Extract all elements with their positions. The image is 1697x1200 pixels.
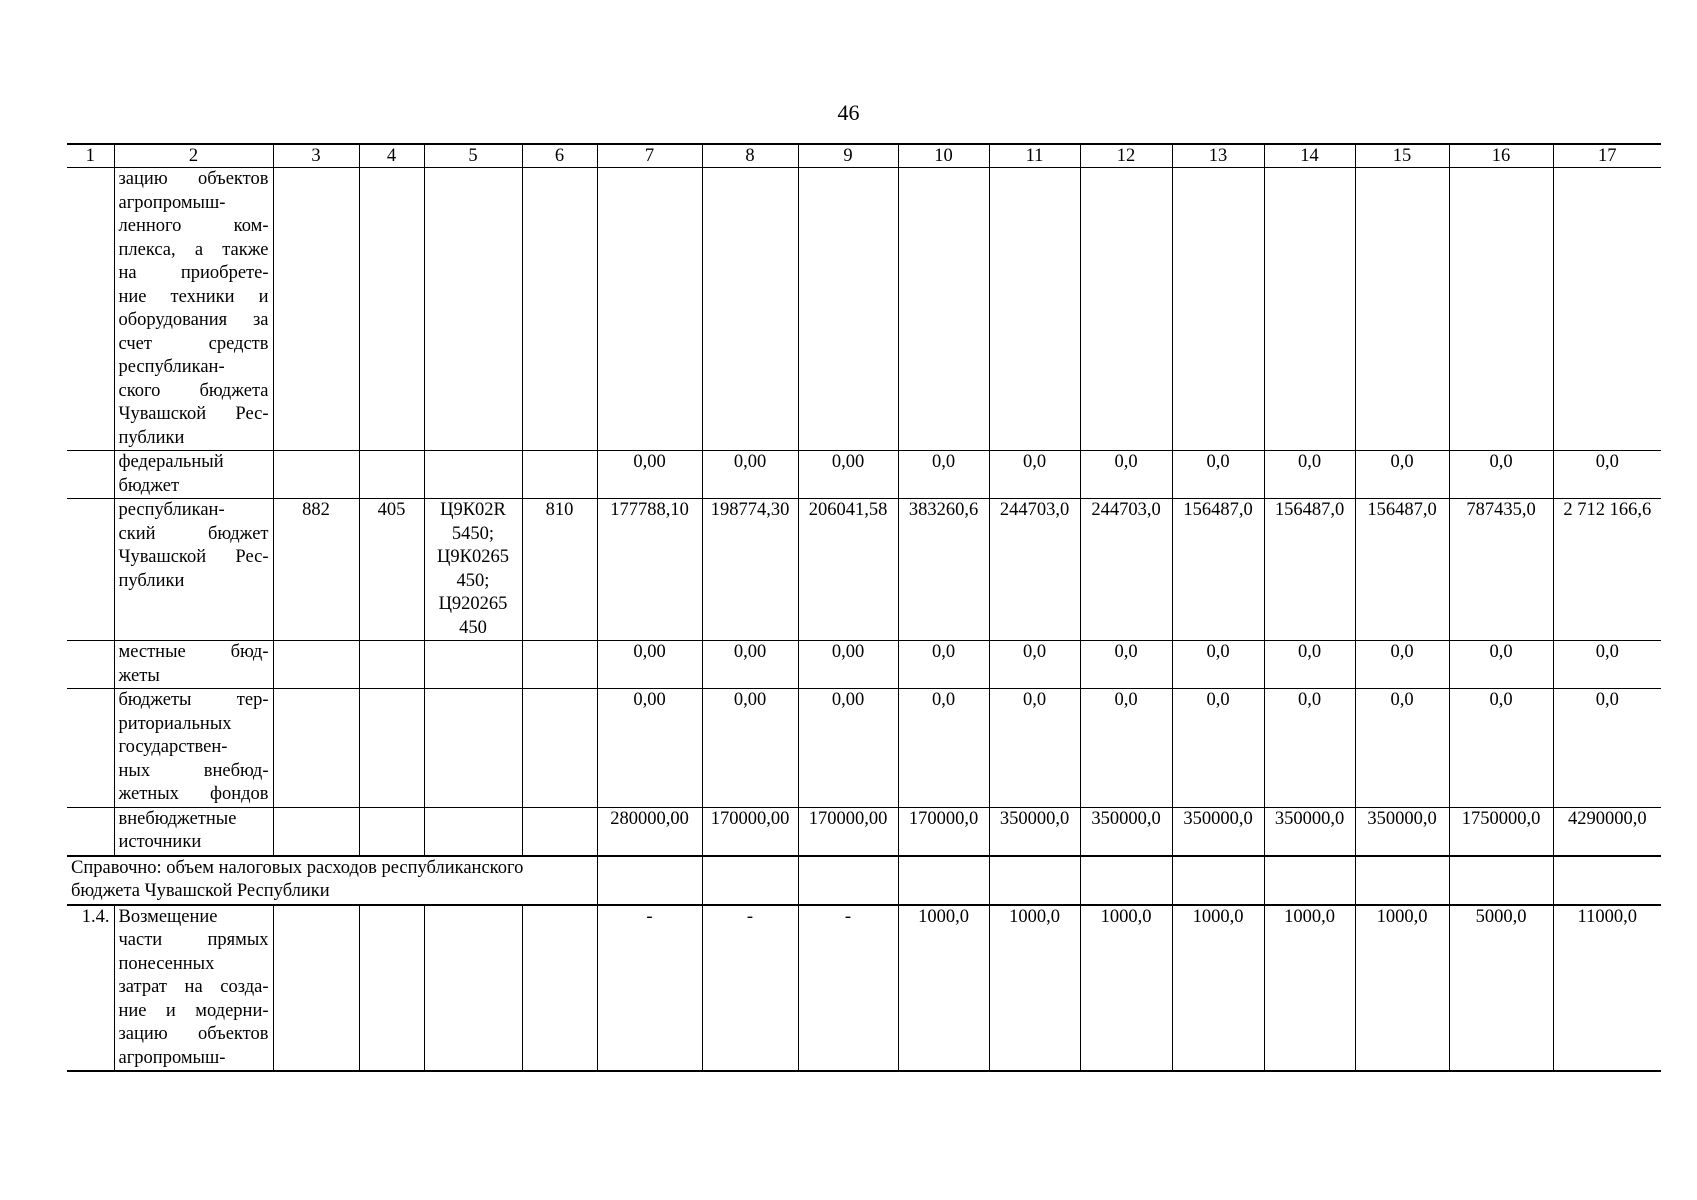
description-line: плекса, а также <box>118 239 269 260</box>
budget-table <box>67 143 1661 1072</box>
value-cell: - <box>702 905 798 1072</box>
description-cell <box>114 807 273 856</box>
value-cell: 170000,00 <box>702 807 798 856</box>
empty-cell <box>702 856 798 905</box>
admin-code-cell <box>273 168 359 451</box>
value-cell: 156487,0 <box>1172 499 1264 641</box>
description-line: ных внебюд- <box>118 760 269 781</box>
value-cell: 350000,0 <box>989 807 1080 856</box>
empty-cell <box>898 856 989 905</box>
value-cell: 0,0 <box>1264 451 1355 499</box>
value-cell: 0,00 <box>597 641 702 689</box>
value-cell: 1000,0 <box>1355 905 1449 1072</box>
empty-cell <box>1264 856 1355 905</box>
header-cell: 5 <box>424 144 522 168</box>
empty-cell <box>424 905 522 1072</box>
value-cell: 350000,0 <box>1172 807 1264 856</box>
description-line: затрат на созда- <box>118 977 269 997</box>
value-cell: 1000,0 <box>1080 905 1172 1072</box>
value-cell: 280000,00 <box>597 807 702 856</box>
value-cell: 0,0 <box>989 641 1080 689</box>
number-cell <box>67 168 114 451</box>
reference-text-cell <box>67 856 597 905</box>
description-line: понесенных <box>118 953 215 974</box>
value-cell <box>798 168 898 451</box>
description-line: жетных фондов <box>118 784 269 804</box>
section-code-cell <box>359 689 424 808</box>
value-cell <box>1355 168 1449 451</box>
section-code-cell <box>359 807 424 856</box>
value-cell: 156487,0 <box>1355 499 1449 641</box>
description-cell <box>114 499 273 641</box>
header-cell: 13 <box>1172 144 1264 168</box>
reference-line: Справочно: объем налоговых расходов республиканского <box>71 857 524 878</box>
table-row <box>67 499 1661 641</box>
header-cell: 3 <box>273 144 359 168</box>
description-line: республикан- <box>118 500 225 520</box>
description-line: ский бюджет <box>118 523 269 544</box>
admin-code-cell <box>273 641 359 689</box>
header-cell: 14 <box>1264 144 1355 168</box>
value-cell: 11000,0 <box>1553 905 1661 1072</box>
expense-type-cell <box>522 689 597 808</box>
value-cell <box>1264 168 1355 451</box>
value-cell: 0,00 <box>798 641 898 689</box>
description-line: агропромыш- <box>118 192 226 213</box>
empty-cell <box>359 905 424 1072</box>
expense-type-cell <box>522 168 597 451</box>
value-cell: 0,0 <box>1355 451 1449 499</box>
empty-cell <box>597 856 702 905</box>
admin-code-cell: 882 <box>273 499 359 641</box>
description-line: счет средств <box>118 333 269 354</box>
description-line: федеральный <box>118 452 224 472</box>
value-cell: 350000,0 <box>1080 807 1172 856</box>
header-cell: 1 <box>67 144 114 168</box>
value-cell: 1000,0 <box>1264 905 1355 1072</box>
number-cell <box>67 807 114 856</box>
value-cell <box>1449 168 1553 451</box>
value-cell: 170000,0 <box>898 807 989 856</box>
table-row <box>67 451 1661 499</box>
target-code-cell <box>424 807 522 856</box>
target-code-cell <box>424 168 522 451</box>
description-line: публики <box>118 570 185 591</box>
number-cell <box>67 641 114 689</box>
value-cell <box>1553 168 1661 451</box>
value-cell: 0,00 <box>702 689 798 808</box>
value-cell: 0,0 <box>1553 689 1661 808</box>
header-cell: 2 <box>114 144 273 168</box>
value-cell: 350000,0 <box>1264 807 1355 856</box>
value-cell: 170000,00 <box>798 807 898 856</box>
value-cell <box>1080 168 1172 451</box>
value-cell: 0,00 <box>798 451 898 499</box>
description-line: источники <box>118 832 202 852</box>
admin-code-cell <box>273 689 359 808</box>
description-line: зацию объектов <box>118 1024 269 1044</box>
header-cell: 15 <box>1355 144 1449 168</box>
description-cell <box>114 905 273 1072</box>
empty-cell <box>989 856 1080 905</box>
value-cell: 198774,30 <box>702 499 798 641</box>
description-line: ленного ком- <box>118 216 269 236</box>
value-cell: 0,00 <box>702 641 798 689</box>
value-cell: 0,0 <box>898 451 989 499</box>
value-cell: 0,0 <box>1553 641 1661 689</box>
value-cell: 0,0 <box>1172 641 1264 689</box>
value-cell <box>597 168 702 451</box>
value-cell: 1000,0 <box>898 905 989 1072</box>
value-cell: 0,00 <box>702 451 798 499</box>
description-line: жеты <box>118 665 160 686</box>
value-cell: 0,0 <box>1080 451 1172 499</box>
description-line: риториальных <box>118 713 232 734</box>
header-cell: 9 <box>798 144 898 168</box>
admin-code-cell <box>273 451 359 499</box>
description-line: агропромыш- <box>118 1047 226 1068</box>
description-line: Чувашской Рес- <box>118 404 269 424</box>
value-cell: 0,0 <box>1355 689 1449 808</box>
value-cell: 350000,0 <box>1355 807 1449 856</box>
description-line: зацию объектов <box>118 169 269 189</box>
description-cell <box>114 451 273 499</box>
description-line: ние техники и <box>118 286 269 307</box>
value-cell: 0,0 <box>1355 641 1449 689</box>
section-code-cell <box>359 451 424 499</box>
target-code-line: Ц9К02R <box>440 500 506 520</box>
description-line: Чувашской Рес- <box>118 547 269 567</box>
target-code-cell <box>424 499 522 641</box>
value-cell: 787435,0 <box>1449 499 1553 641</box>
header-cell: 6 <box>522 144 597 168</box>
target-code-line: Ц9К0265 <box>437 547 509 567</box>
header-cell: 16 <box>1449 144 1553 168</box>
expense-type-cell: 810 <box>522 499 597 641</box>
target-code-line: Ц920265 <box>438 594 508 614</box>
value-cell: 0,0 <box>1449 689 1553 808</box>
empty-cell <box>798 856 898 905</box>
description-line: бюджеты тер- <box>118 690 269 710</box>
section-code-cell <box>359 168 424 451</box>
expense-type-cell <box>522 641 597 689</box>
empty-cell <box>1080 856 1172 905</box>
target-code-line: 450; <box>456 570 490 591</box>
reference-row <box>67 856 1661 905</box>
value-cell: 0,0 <box>1264 689 1355 808</box>
section-code-cell <box>359 641 424 689</box>
admin-code-cell <box>273 807 359 856</box>
header-cell: 8 <box>702 144 798 168</box>
value-cell: 1000,0 <box>1172 905 1264 1072</box>
description-line: на приобрете- <box>118 263 269 283</box>
expense-type-cell <box>522 451 597 499</box>
value-cell: 244703,0 <box>989 499 1080 641</box>
page-number: 46 <box>837 100 860 125</box>
header-row <box>67 144 1661 168</box>
description-line: бюджет <box>118 475 180 496</box>
value-cell: 177788,10 <box>597 499 702 641</box>
reference-line: бюджета Чувашской Республики <box>71 881 330 901</box>
value-cell: - <box>798 905 898 1072</box>
value-cell: 0,00 <box>597 451 702 499</box>
item-number-cell: 1.4. <box>67 905 114 1072</box>
value-cell: 0,0 <box>1172 451 1264 499</box>
description-line: публики <box>118 427 185 448</box>
section-code-cell: 405 <box>359 499 424 641</box>
value-cell: 206041,58 <box>798 499 898 641</box>
description-cell <box>114 689 273 808</box>
header-cell: 10 <box>898 144 989 168</box>
target-code-cell <box>424 641 522 689</box>
value-cell: 0,0 <box>1449 641 1553 689</box>
value-cell: - <box>597 905 702 1072</box>
item-row <box>67 905 1661 1072</box>
expense-type-cell <box>522 807 597 856</box>
number-cell <box>67 499 114 641</box>
description-line: ского бюджета <box>118 380 269 401</box>
target-code-line: 5450; <box>451 523 495 544</box>
table-row <box>67 168 1661 451</box>
description-line: оборудования за <box>118 310 269 330</box>
description-line: местные бюд- <box>118 642 269 662</box>
target-code-line: 450 <box>459 617 487 638</box>
table-row <box>67 689 1661 808</box>
value-cell: 0,0 <box>1080 641 1172 689</box>
value-cell: 156487,0 <box>1264 499 1355 641</box>
empty-cell <box>522 905 597 1072</box>
value-cell <box>1172 168 1264 451</box>
description-line: внебюджетные <box>118 808 237 829</box>
empty-cell <box>1553 856 1661 905</box>
value-cell: 0,0 <box>1449 451 1553 499</box>
value-cell: 1000,0 <box>989 905 1080 1072</box>
value-cell: 0,00 <box>597 689 702 808</box>
value-cell <box>989 168 1080 451</box>
header-cell: 17 <box>1553 144 1661 168</box>
value-cell <box>702 168 798 451</box>
table-row <box>67 807 1661 856</box>
empty-cell <box>1355 856 1449 905</box>
value-cell: 0,0 <box>1264 641 1355 689</box>
value-cell: 1750000,0 <box>1449 807 1553 856</box>
value-cell: 0,00 <box>798 689 898 808</box>
header-cell: 11 <box>989 144 1080 168</box>
target-code-cell <box>424 689 522 808</box>
value-cell: 2 712 166,6 <box>1553 499 1661 641</box>
description-line: республикан- <box>118 357 225 377</box>
value-cell: 0,0 <box>1080 689 1172 808</box>
table-row <box>67 641 1661 689</box>
empty-cell <box>1449 856 1553 905</box>
value-cell: 0,0 <box>898 641 989 689</box>
value-cell: 244703,0 <box>1080 499 1172 641</box>
value-cell: 0,0 <box>1553 451 1661 499</box>
description-cell <box>114 641 273 689</box>
empty-cell <box>1172 856 1264 905</box>
header-cell: 7 <box>597 144 702 168</box>
target-code-cell <box>424 451 522 499</box>
header-cell: 4 <box>359 144 424 168</box>
value-cell: 4290000,0 <box>1553 807 1661 856</box>
value-cell: 0,0 <box>989 689 1080 808</box>
description-line: части прямых <box>118 930 269 950</box>
value-cell <box>898 168 989 451</box>
value-cell: 0,0 <box>989 451 1080 499</box>
header-cell: 12 <box>1080 144 1172 168</box>
value-cell: 383260,6 <box>898 499 989 641</box>
empty-cell <box>273 905 359 1072</box>
description-line: ние и модерни- <box>118 1000 269 1021</box>
value-cell: 0,0 <box>898 689 989 808</box>
number-cell <box>67 689 114 808</box>
description-line: государствен- <box>118 737 228 757</box>
description-line: Возмещение <box>118 906 218 927</box>
value-cell: 5000,0 <box>1449 905 1553 1072</box>
description-cell <box>114 168 273 451</box>
value-cell: 0,0 <box>1172 689 1264 808</box>
number-cell <box>67 451 114 499</box>
